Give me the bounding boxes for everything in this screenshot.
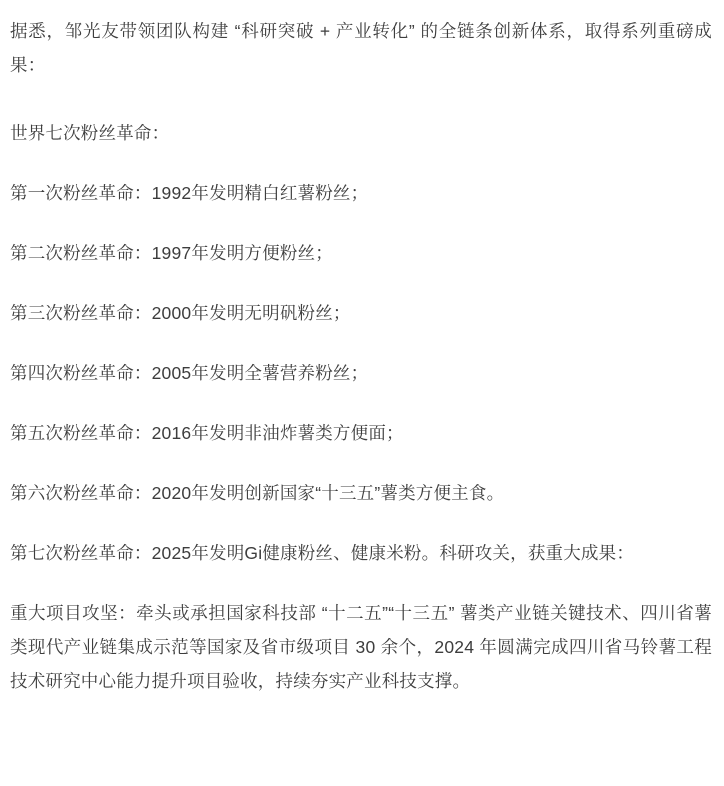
paragraph-revolution-3: 第三次粉丝革命：2000年发明无明矾粉丝； xyxy=(10,303,351,323)
paragraph-revolution-1: 第一次粉丝革命：1992年发明精白红薯粉丝； xyxy=(10,183,369,203)
paragraph-intro: 据悉，邹光友带领团队构建 “科研突破 + 产业转化” 的全链条创新体系，取得系列重磅成果： xyxy=(10,21,712,75)
paragraph-revolution-6: 第六次粉丝革命：2020年发明创新国家“十三五”薯类方便主食。 xyxy=(10,483,505,503)
paragraph-major-projects: 重大项目攻坚：牵头或承担国家科技部 “十二五”“十三五” 薯类产业链关键技术、四川省薯类现代产业链集成示范等国家及省市级项目 30 余个，2024 年圆满完成四川省马铃薯工程技术研究中心能力提升项目验收，持续夯实产业科技支撑。 xyxy=(10,603,712,691)
paragraph-revolution-7: 第七次粉丝革命：2025年发明Gi健康粉丝、健康米粉。科研攻关，获重大成果： xyxy=(10,543,635,563)
paragraph-revolution-2: 第二次粉丝革命：1997年发明方便粉丝； xyxy=(10,243,333,263)
paragraph-section-heading: 世界七次粉丝革命： xyxy=(10,123,170,143)
paragraph-revolution-4: 第四次粉丝革命：2005年发明全薯营养粉丝； xyxy=(10,363,369,383)
paragraph-revolution-5: 第五次粉丝革命：2016年发明非油炸薯类方便面； xyxy=(10,423,404,443)
